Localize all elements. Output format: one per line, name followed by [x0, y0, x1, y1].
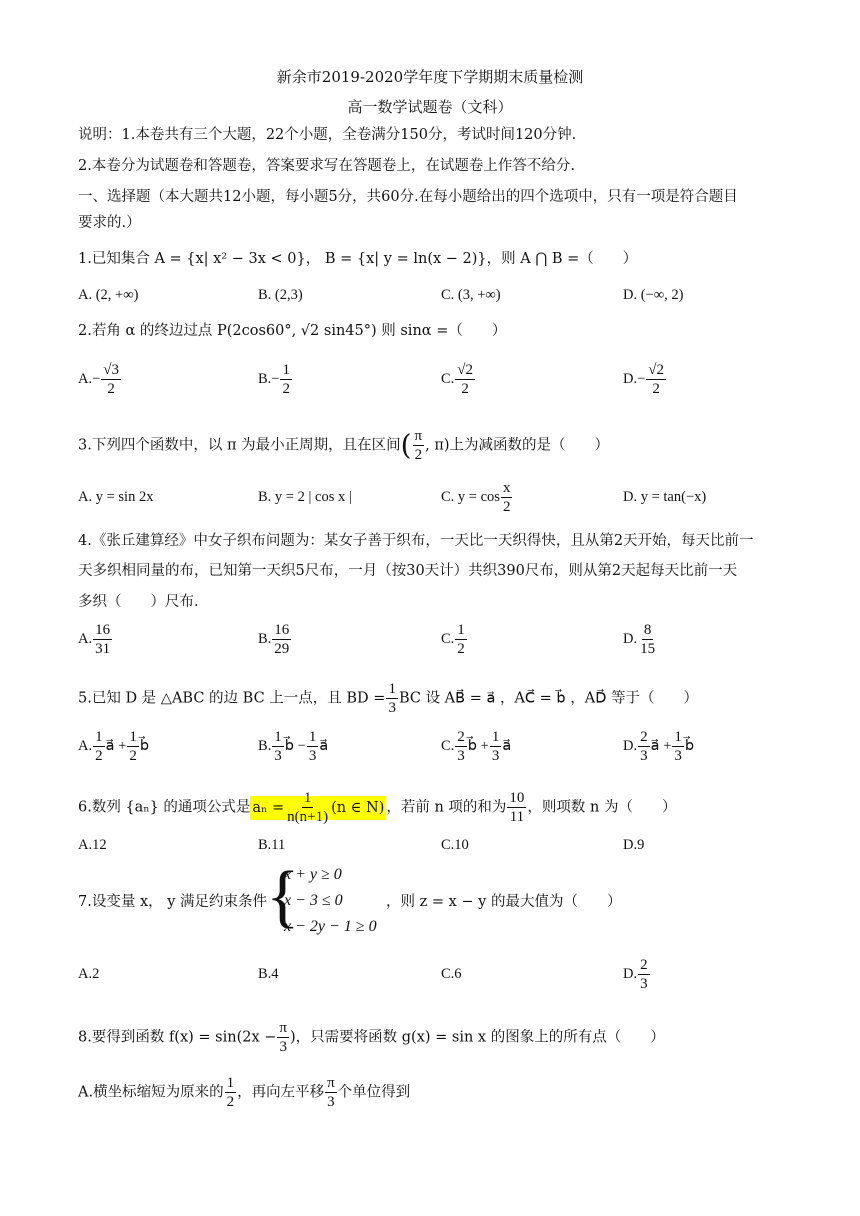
option-fraction-2	[325, 1075, 337, 1110]
option-sign: −	[92, 370, 101, 387]
q5-stem-part2: BC 设 AB⃗ = a⃗ ，AC⃗ = b⃗ ，AD⃗ 等于（ ）	[398, 690, 698, 707]
q5-option-c	[441, 729, 511, 764]
option-label: D.	[623, 630, 638, 647]
denominator: 2	[107, 381, 115, 397]
q4-line1: 4.《张丘建算经》中女子织布问题为：某女子善于织布，一天比一天织得快，且从第2天开始，每天比前一	[78, 533, 754, 549]
q3-option-c	[441, 480, 513, 515]
q6-option-d: D.9	[623, 837, 645, 853]
section-heading-line2: 要求的.）	[78, 215, 141, 231]
vector-1: b⃗ +	[467, 737, 489, 754]
q8-fraction	[277, 1020, 289, 1055]
numerator: 2	[640, 729, 648, 745]
q5-stem-part1: 5.已知 D 是 △ABC 的边 BC 上一点，且 BD =	[78, 690, 386, 707]
q8-stem	[78, 1020, 665, 1055]
q7-option-a: A.2	[78, 966, 100, 982]
q7-stem-part2: ，则 z = x − y 的最大值为（ ）	[386, 894, 622, 910]
q4-option-b	[258, 622, 292, 657]
denominator: 11	[509, 809, 525, 825]
option-text-2: ，再向左平移	[237, 1084, 325, 1101]
q2-option-d	[623, 362, 667, 397]
q4-option-d	[623, 622, 658, 657]
option-fraction	[455, 622, 467, 657]
numerator: π	[327, 1075, 335, 1091]
system-brace: {	[266, 858, 300, 935]
option-fraction	[272, 622, 291, 657]
q6-stem	[78, 790, 676, 825]
numerator: 8	[643, 622, 652, 638]
numerator: 2	[457, 729, 465, 745]
option-label: B.	[258, 630, 272, 647]
q8-option-a	[78, 1075, 410, 1110]
q5-stem	[78, 681, 698, 716]
denominator: 3	[674, 748, 682, 764]
denominator: 2	[95, 748, 103, 764]
numerator: 1	[674, 729, 682, 745]
denominator: 3	[274, 748, 282, 764]
note-1: 说明：1.本卷共有三个大题，22个小题，全卷满分150分，考试时间120分钟.	[78, 127, 577, 143]
option-text-1: A.横坐标缩短为原来的	[78, 1084, 224, 1101]
vector-2: b⃗	[684, 737, 695, 754]
denominator: 3	[640, 748, 648, 764]
option-label: D.	[623, 370, 638, 387]
option-text-3: 个单位得到	[337, 1084, 411, 1101]
q6-stem-part1: 6.数列 {aₙ} 的通项公式是	[78, 799, 251, 816]
option-fraction	[93, 622, 112, 657]
q2-option-a	[78, 362, 122, 397]
exam-title: 新余市2019-2020学年度下学期期末质量检测	[276, 68, 584, 86]
denominator: 3	[640, 976, 648, 992]
option-fraction	[455, 362, 475, 397]
numerator: 2	[640, 957, 648, 973]
q3-interval-fraction	[413, 428, 425, 463]
paren-open: (	[400, 428, 412, 462]
numerator: 16	[274, 622, 290, 638]
option-text: C. y = cos	[441, 488, 500, 505]
coef-1	[638, 729, 650, 764]
constraint-2: x − 3 ≤ 0	[284, 892, 343, 909]
denominator: 2	[226, 1094, 235, 1110]
q1-option-d: D. (−∞, 2)	[623, 287, 684, 303]
denominator: 15	[640, 641, 656, 657]
option-label: D.	[623, 737, 638, 754]
option-label: D.	[623, 965, 638, 982]
q6-stem-part2: ，若前 n 项的和为	[386, 799, 507, 816]
vector-2: b⃗	[139, 737, 150, 754]
numerator: 1	[95, 729, 103, 745]
denominator: 3	[388, 700, 396, 716]
option-label: A.	[78, 370, 93, 387]
numerator: 1	[388, 681, 396, 697]
q8-stem-part2: )，只需要将函数 g(x) = sin x 的图象上的所有点（ ）	[289, 1029, 665, 1046]
q3-option-d: D. y = tan(−x)	[623, 489, 707, 505]
option-label: C.	[441, 737, 455, 754]
q5-fraction	[386, 681, 398, 716]
denominator: 2	[129, 748, 137, 764]
q3-stem-part1: 3.下列四个函数中，以 π 为最小正周期，且在区间	[78, 437, 401, 454]
formula-lhs: aₙ =	[252, 799, 285, 816]
denominator: 2	[502, 499, 511, 515]
coef-2	[307, 729, 319, 764]
q1-option-a: A. (2, +∞)	[78, 287, 139, 303]
formula-rhs: (n ∈ N)	[331, 799, 385, 816]
q1-option-b: B. (2,3)	[258, 287, 303, 303]
option-label: B.	[258, 370, 272, 387]
numerator: x	[502, 480, 511, 496]
denominator: 2	[282, 381, 290, 397]
constraint-3: x − 2y − 1 ≥ 0	[284, 918, 377, 935]
q7-option-d	[623, 957, 651, 992]
numerator: 1	[303, 790, 312, 806]
numerator: 1	[129, 729, 137, 745]
denominator: 29	[274, 641, 290, 657]
vector-2: a⃗	[319, 737, 329, 754]
denominator: n(n+1)	[287, 809, 329, 825]
q1-option-c: C. (3, +∞)	[441, 287, 501, 303]
q5-option-a	[78, 729, 149, 764]
numerator: √3	[103, 362, 120, 378]
option-fraction	[280, 362, 292, 397]
option-sign: −	[271, 370, 280, 387]
q2-option-c	[441, 362, 476, 397]
denominator: 2	[461, 381, 469, 397]
vector-2: a⃗	[502, 737, 512, 754]
coef-1	[93, 729, 105, 764]
numerator: 1	[308, 729, 317, 745]
numerator: π	[279, 1020, 287, 1036]
q7-stem-part1: 7.设变量 x， y 满足约束条件	[78, 894, 268, 910]
option-label: C.	[441, 370, 455, 387]
q8-stem-part1: 8.要得到函数 f(x) = sin(2x −	[78, 1029, 277, 1046]
q6-sum-fraction	[507, 790, 526, 825]
option-sign: −	[637, 370, 646, 387]
q5-option-d	[623, 729, 694, 764]
numerator: √2	[457, 362, 474, 378]
q6-option-a: A.12	[78, 837, 107, 853]
numerator: √2	[648, 362, 665, 378]
denominator: 2	[652, 381, 660, 397]
q5-option-b	[258, 729, 328, 764]
option-fraction	[501, 480, 513, 515]
formula-fraction	[285, 790, 330, 825]
option-label: A.	[78, 737, 93, 754]
numerator: 1	[491, 729, 500, 745]
constraint-1: x + y ≥ 0	[284, 866, 342, 883]
q2-stem: 2.若角 α 的终边过点 P(2cos60°, √2 sin45°) 则 sinα =（ ）	[78, 323, 507, 339]
numerator: 1	[282, 362, 290, 378]
denominator: 3	[327, 1094, 335, 1110]
numerator: 1	[226, 1075, 235, 1091]
q3-interval-rest: , π)	[425, 437, 450, 454]
q4-line3: 多织（ ）尺布.	[78, 594, 199, 610]
q1-stem: 1.已知集合 A = {x| x² − 3x < 0}， B = {x| y = ln(x − 2)}，则 A ⋂ B =（ ）	[78, 251, 638, 267]
coef-1	[455, 729, 467, 764]
vector-1: b⃗ −	[284, 737, 306, 754]
q3-option-a: A. y = sin 2x	[78, 489, 154, 505]
denominator: 2	[414, 447, 423, 463]
q6-option-b: B.11	[258, 837, 286, 853]
numerator: π	[414, 428, 423, 444]
q4-line2: 天多织相同量的布，已知第一天织5尺布，一月（按30天计）共织390尺布，则从第2天起每天比前一天	[78, 563, 738, 579]
q3-option-b: B. y = 2 | cos x |	[258, 489, 352, 505]
coef-2	[490, 729, 502, 764]
section-heading-line1: 一、选择题（本大题共12小题，每小题5分，共60分.在每小题给出的四个选项中，只有一项是符合题目	[78, 189, 738, 205]
coef-2	[672, 729, 684, 764]
q6-highlighted-formula	[250, 790, 386, 825]
q6-stem-part3: ，则项数 n 为（ ）	[527, 799, 677, 816]
q3-stem-part2: 上为减函数的是（ ）	[449, 437, 610, 454]
q3-stem	[78, 428, 609, 463]
option-label: C.	[441, 630, 455, 647]
q7-option-c: C.6	[441, 966, 462, 982]
option-fraction	[101, 362, 121, 397]
numerator: 16	[95, 622, 111, 638]
option-fraction	[638, 622, 657, 657]
vector-1: a⃗ +	[105, 737, 127, 754]
numerator: 1	[457, 622, 465, 638]
denominator: 3	[308, 748, 317, 764]
option-fraction-1	[225, 1075, 237, 1110]
exam-subtitle: 高一数学试题卷（文科）	[347, 98, 513, 116]
numerator: 10	[509, 790, 525, 806]
option-label: A.	[78, 630, 93, 647]
note-2: 2.本卷分为试题卷和答题卷，答案要求写在答题卷上，在试题卷上作答不给分.	[78, 158, 575, 174]
denominator: 31	[95, 641, 111, 657]
coef-2	[127, 729, 139, 764]
denominator: 3	[491, 748, 500, 764]
option-fraction	[638, 957, 650, 992]
numerator: 1	[274, 729, 282, 745]
q4-option-a	[78, 622, 113, 657]
denominator: 3	[279, 1039, 287, 1055]
q4-option-c	[441, 622, 468, 657]
vector-1: a⃗ +	[650, 737, 672, 754]
denominator: 3	[457, 748, 465, 764]
q7-option-b: B.4	[258, 966, 279, 982]
option-fraction	[646, 362, 666, 397]
denominator: 2	[457, 641, 465, 657]
q6-option-c: C.10	[441, 837, 469, 853]
q2-option-b	[258, 362, 293, 397]
option-label: B.	[258, 737, 272, 754]
coef-1	[272, 729, 284, 764]
